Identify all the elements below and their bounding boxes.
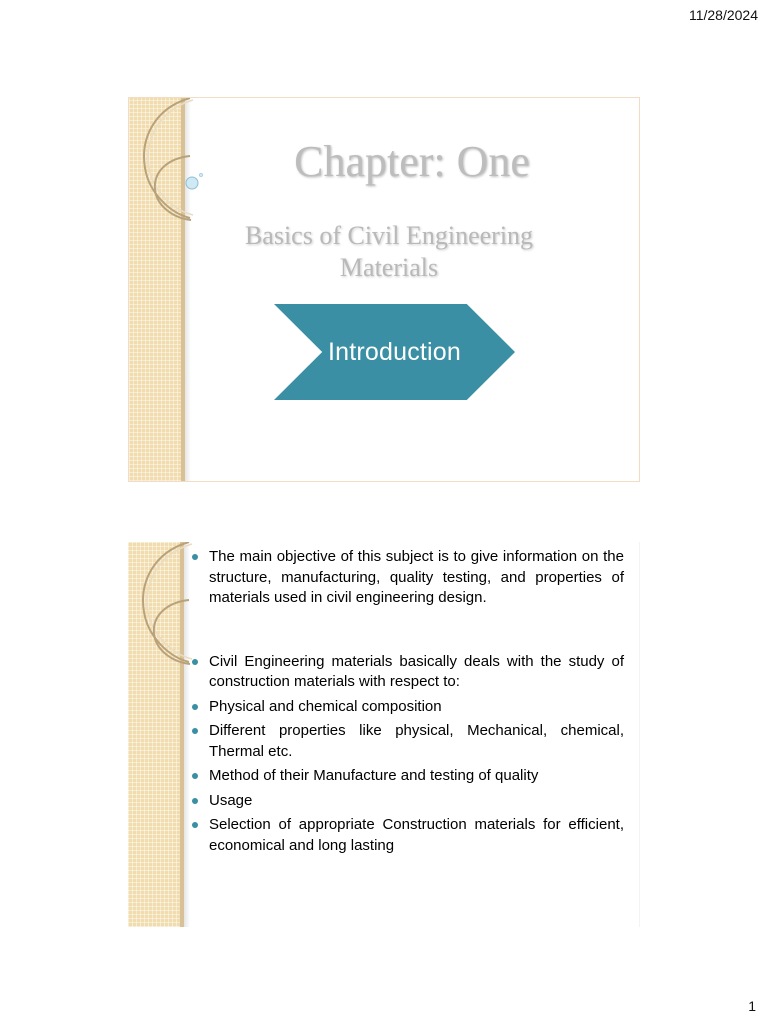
slide-title-slide <box>128 97 640 482</box>
bullet-item: Physical and chemical composition <box>192 697 624 718</box>
introduction-label: Introduction <box>327 337 462 366</box>
slide-subtitle: Basics of Civil Engineering Materials <box>244 221 534 282</box>
bullet-list <box>192 547 624 856</box>
page-number: 1 <box>748 998 756 1014</box>
slide-title: Chapter: One <box>294 137 530 186</box>
bullet-item: Method of their Manufacture and testing of quality <box>192 766 624 787</box>
bullet-item: Usage <box>192 791 624 812</box>
bullet-item: Different properties like physical, Mechanical, chemical, Thermal etc. <box>192 721 624 762</box>
bullet-item: Selection of appropriate Construction materials for efficient, economical and long lasting <box>192 815 624 856</box>
page-date: 11/28/2024 <box>688 7 758 23</box>
bullet-item: The main objective of this subject is to give information on the structure, manufacturing, quality testing, and properties of materials used in civil engineering design. <box>192 547 624 609</box>
slide-objectives <box>128 542 640 927</box>
bullet-item: Civil Engineering materials basically deals with the study of construction materials with respect to: <box>192 652 624 693</box>
